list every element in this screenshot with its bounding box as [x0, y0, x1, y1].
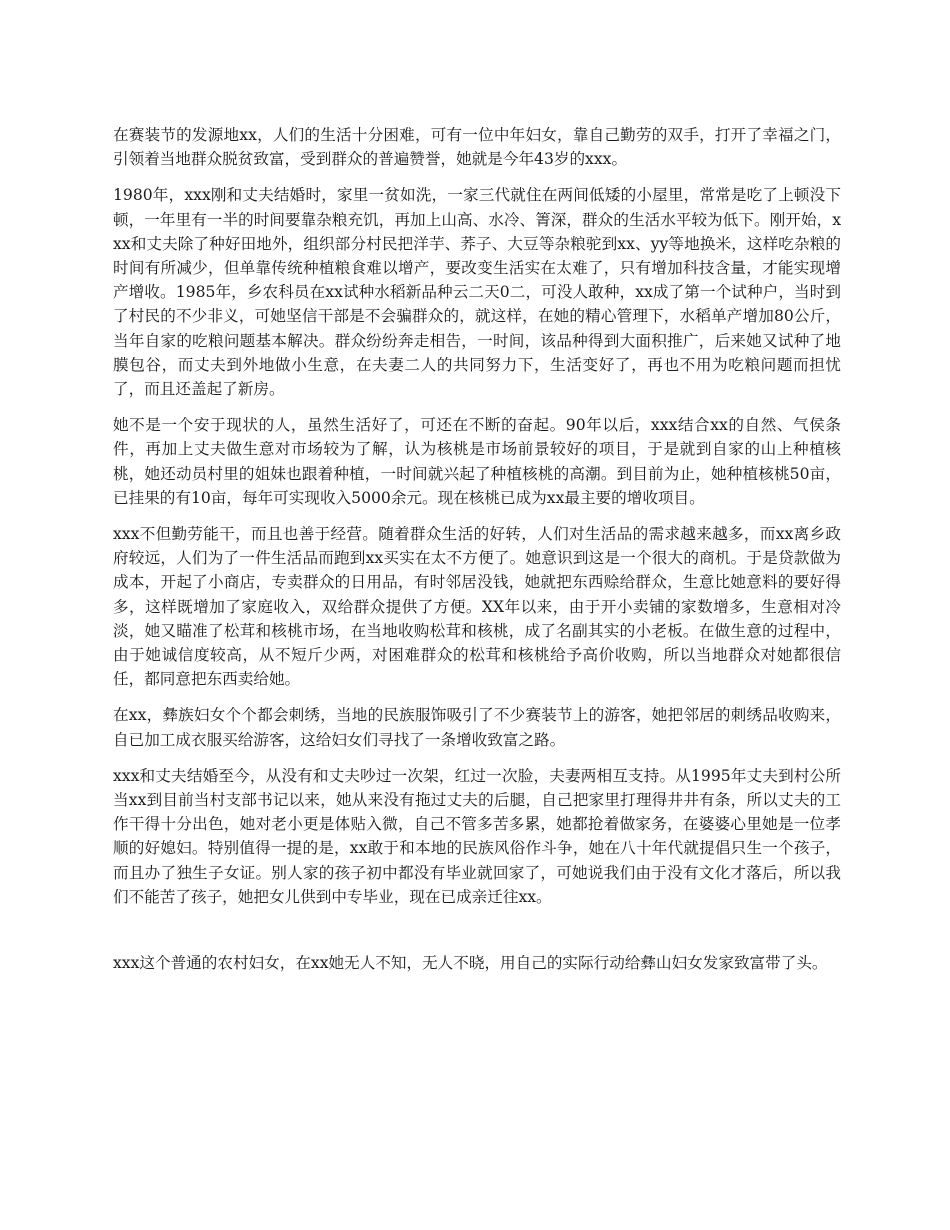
paragraph-conclusion: xxx这个普通的农村妇女，在xx她无人不知，无人不晓，用自己的实际行动给彝山妇女发家致富带了头。: [113, 954, 828, 973]
paragraph-family: xxx和丈夫结婚至今，从没有和丈夫吵过一次架，红过一次脸，夫妻两相互支持。从1995年丈夫到村公所当xx到目前当村支部书记以来，她从来没有拖过丈夫的后腿，自己把家里打理得井井有条，所以丈夫的工作干得十分出色，她对老小更是体贴入微，自己不管多苦多累，她都抢着做家务，在婆婆心里她是一位孝顺的好媳妇。特别值得一提的是，xx敢于和本地的民族风俗作斗争，她在八十年代就提倡只生一个孩子，而且办了独生子女证。别人家的孩子初中都没有毕业就回家了，可她说我们由于没有文化才落后，所以我们不能苦了孩子，她把女儿供到中专毕业，现在已成亲迁往xx。: [113, 766, 841, 906]
document-body: [113, 123, 841, 987]
paragraph-business: xxx不但勤劳能干，而且也善于经营。随着群众生活的好转，人们对生活品的需求越来越多，而xx离乡政府较远，人们为了一件生活品而跑到xx买实在太不方便了。她意识到这是一个很大的商机。于是贷款做为成本，开起了小商店，专卖群众的日用品，有时邻居没钱，她就把东西赊给群众，生意比她意料的要好得多，这样既增加了家庭收入，双给群众提供了方便。XX年以来，由于开小卖铺的家数增多，生意相对冷淡，她又瞄准了松茸和核桃市场，在当地收购松茸和核桃，成了名副其实的小老板。在做生意的过程中，由于她诚信度较高，从不短斤少两，对困难群众的松茸和核桃给予高价收购，所以当地群众对她都很信任，都同意把东西卖给她。: [113, 525, 841, 689]
paragraph-1980: 1980年，xxx刚和丈夫结婚时，家里一贫如洗，一家三代就住在两间低矮的小屋里，常常是吃了上顿没下顿，一年里有一半的时间要靠杂粮充饥，再加上山高、水冷、箐深，群众的生活水平较为低下。刚开始，xxx和丈夫除了种好田地外，组织部分村民把洋芋、荞子、大豆等杂粮驼到xx、yy等地换米，这样吃杂粮的时间有所减少，但单靠传统种植粮食难以增产，要改变生活实在太难了，只有增加科技含量，才能实现增产增收。1985年，乡农科员在xx试种水稻新品种云二天0二，可没人敢种，xx成了第一个试种户，当时到了村民的不少非义，可她坚信干部是不会骗群众的，就这样，在她的精心管理下，水稻单产增加80公斤，当年自家的吃粮问题基本解决。群众纷纷奔走相告，一时间，该品种得到大面积推广，后来她又试种了地膜包谷，而丈夫到外地做小生意，在夫妻二人的共同努力下，生活变好了，再也不用为吃粮问题而担忧了，而且还盖起了新房。: [113, 186, 841, 399]
paragraph-intro: 在赛装节的发源地xx，人们的生活十分困难，可有一位中年妇女，靠自己勤劳的双手，打开了幸福之门，引领着当地群众脱贫致富，受到群众的普遍赞誉，她就是今年43岁的xxx。: [113, 126, 841, 169]
paragraph-embroidery: 在xx，彝族妇女个个都会刺绣，当地的民族服饰吸引了不少赛装节上的游客，她把邻居的刺绣品收购来，自已加工成衣服买给游客，这给妇女们寻找了一条增收致富之路。: [113, 706, 841, 749]
paragraph-walnut: 她不是一个安于现状的人，虽然生活好了，可还在不断的奋起。90年以后，xxx结合xx的自然、气侯条件，再加上丈夫做生意对市场较为了解，认为核桃是市场前景较好的项目，于是就到自家的山上种植核桃，她还动员村里的姐妹也跟着种植，一时间就兴起了种植核桃的高潮。到目前为止，她种植核桃50亩，已挂果的有10亩，每年可实现收入5000余元。现在核桃已成为xx最主要的增收项目。: [113, 416, 841, 507]
